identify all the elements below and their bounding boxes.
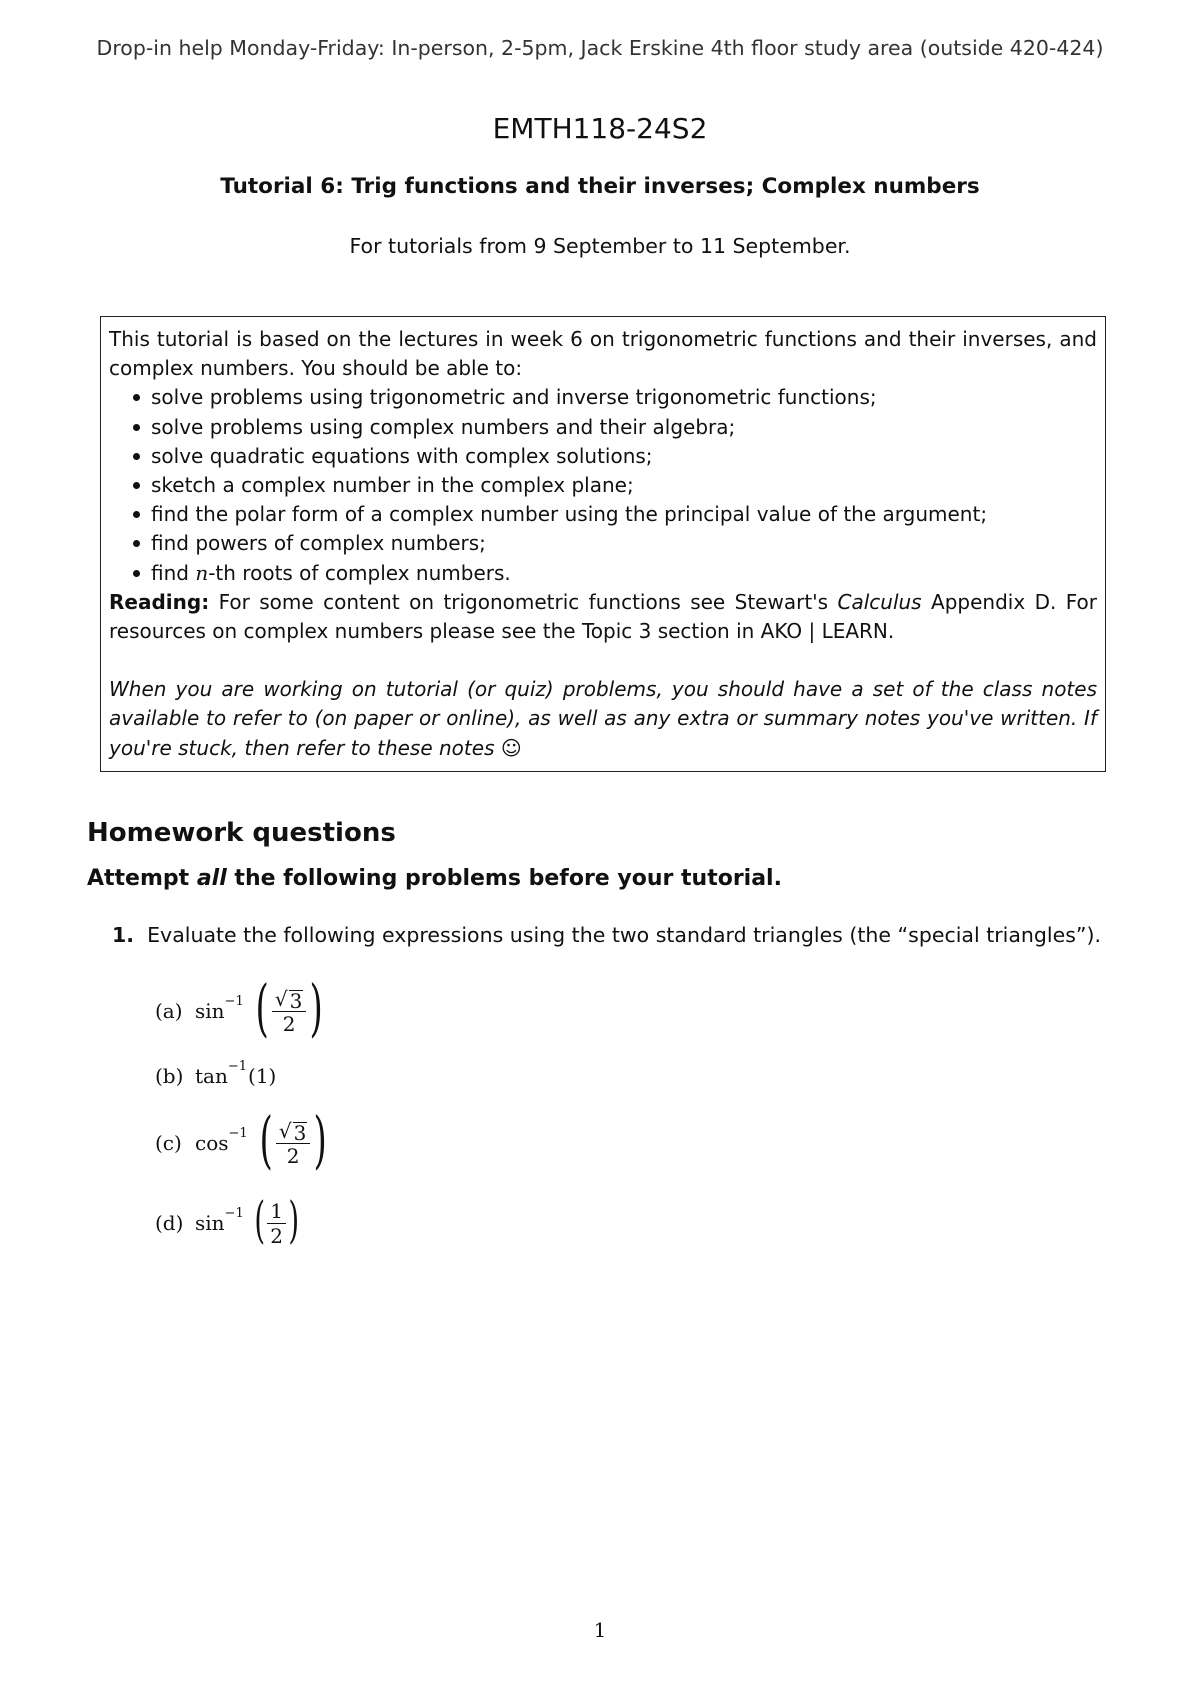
- math-variable-n: n: [195, 560, 209, 585]
- inverse-exponent: −1: [224, 993, 244, 1009]
- left-paren: (: [255, 971, 269, 1044]
- reading-book-title: Calculus: [837, 589, 922, 614]
- outcome-item: solve problems using trigonometric and inverse trigonometric functions;: [133, 383, 1097, 412]
- course-code-title: EMTH118-24S2: [492, 112, 708, 145]
- function-name: cos: [195, 1131, 229, 1155]
- part-label: (d): [155, 1211, 184, 1235]
- fraction: [267, 1199, 286, 1248]
- argument: (1): [248, 1064, 277, 1088]
- class-notes-reminder: When you are working on tutorial (or quiz) problems, you should have a set of the class notes available to refer to (on paper or online), as well as any extra or summary notes you've written. If you're stuck, then refer to these notes ☺: [109, 677, 1097, 760]
- question-1a: [155, 971, 329, 1044]
- question-1: [112, 923, 1101, 947]
- inverse-exponent: −1: [227, 1058, 248, 1074]
- outcome-item: solve problems using complex numbers and their algebra;: [133, 413, 1097, 442]
- question-number: 1.: [112, 923, 135, 947]
- reading-text: For some content on trigonometric functions see Stewart's: [209, 589, 838, 614]
- dropin-help-line: Drop-in help Monday-Friday: In-person, 2-5pm, Jack Erskine 4th floor study area (outside 420-424): [96, 36, 1104, 60]
- radicand: 3: [293, 1120, 307, 1145]
- sqrt-sign: √: [274, 986, 288, 1011]
- right-paren: ): [309, 971, 324, 1044]
- function-name: sin: [195, 999, 225, 1023]
- learning-outcomes-box: [100, 316, 1106, 772]
- question-1c: [155, 1103, 333, 1176]
- page-number: 1: [593, 1618, 607, 1642]
- outcomes-list: [109, 383, 1097, 587]
- part-label: (c): [155, 1131, 182, 1155]
- numerator: 1: [267, 1199, 286, 1224]
- denominator: 2: [282, 1011, 296, 1036]
- attempt-emphasis: all: [196, 866, 227, 891]
- denominator: 2: [270, 1223, 283, 1248]
- fraction: [276, 1119, 310, 1168]
- reading-label: Reading:: [109, 589, 210, 614]
- outcome-item: sketch a complex number in the complex plane;: [133, 471, 1097, 500]
- outcome-text: find: [151, 560, 196, 585]
- reading-text: Appendix D. For resources on complex numbers please see the Topic 3 section in AKO | LEARN.: [109, 589, 1097, 644]
- question-text: Evaluate the following expressions using the two standard triangles (the “special triangles”).: [147, 923, 1102, 947]
- outcome-item: find powers of complex numbers;: [133, 529, 1097, 558]
- question-1b: [155, 1058, 277, 1088]
- attempt-instruction: Attempt all the following problems before your tutorial.: [87, 866, 782, 891]
- sqrt-sign: √: [278, 1118, 292, 1143]
- left-paren: (: [259, 1103, 273, 1176]
- function-name: sin: [195, 1211, 225, 1235]
- radicand: 3: [289, 988, 303, 1013]
- tutorial-subtitle: Tutorial 6: Trig functions and their inverses; Complex numbers: [220, 174, 980, 199]
- outcome-item: [133, 559, 1097, 588]
- outcome-text: -th roots of complex numbers.: [208, 560, 511, 585]
- infobox-intro: This tutorial is based on the lectures in week 6 on trigonometric functions and their inverses, and complex numbers. You should be able to:: [109, 327, 1097, 381]
- fraction: [272, 987, 306, 1036]
- left-paren: (: [254, 1191, 265, 1249]
- outcome-item: solve quadratic equations with complex solutions;: [133, 442, 1097, 471]
- inverse-exponent: −1: [224, 1205, 244, 1221]
- denominator: 2: [286, 1143, 300, 1168]
- inverse-exponent: −1: [228, 1125, 248, 1141]
- reading-paragraph: [109, 588, 1097, 646]
- function-name: tan: [195, 1064, 228, 1088]
- part-label: (b): [155, 1064, 184, 1088]
- question-1d: [155, 1191, 303, 1249]
- right-paren: ): [313, 1103, 328, 1176]
- tutorial-dates: For tutorials from 9 September to 11 September.: [349, 234, 851, 258]
- outcome-item: find the polar form of a complex number using the principal value of the argument;: [133, 500, 1097, 529]
- homework-heading: Homework questions: [87, 818, 396, 848]
- part-label: (a): [155, 999, 183, 1023]
- right-paren: ): [288, 1191, 300, 1249]
